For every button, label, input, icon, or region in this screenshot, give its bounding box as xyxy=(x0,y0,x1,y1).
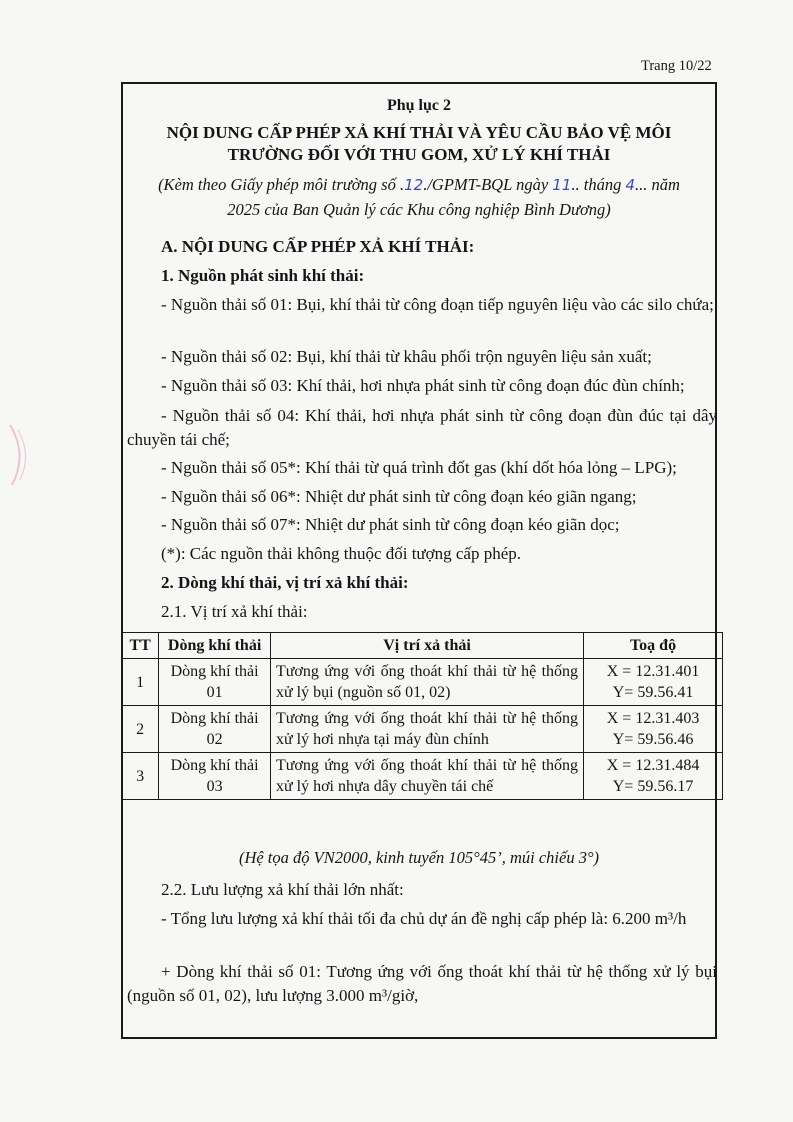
table-row xyxy=(122,659,723,706)
header-location: Vị trí xả thải xyxy=(270,633,583,659)
appendix-subtitle-line2: 2025 của Ban Quản lý các Khu công nghiệp Bình Dương) xyxy=(227,200,611,219)
discharge-location-table xyxy=(121,632,723,800)
appendix-label: Phụ lục 2 xyxy=(386,97,451,114)
source-item-07: - Nguồn thải số 07*: Nhiệt dư phát sinh từ công đoạn kéo giãn dọc; xyxy=(161,515,620,534)
section-2-heading: 2. Dòng khí thải, vị trí xả khí thải: xyxy=(161,573,409,592)
section-1-heading: 1. Nguồn phát sinh khí thải: xyxy=(161,266,365,285)
handwritten-day: 11 xyxy=(552,176,572,194)
section-2-1-heading: 2.1. Vị trí xả khí thải: xyxy=(161,602,308,621)
source-item-06: - Nguồn thải số 06*: Nhiệt dư phát sinh từ công đoạn kéo giãn ngang; xyxy=(161,487,637,506)
source-item-02: - Nguồn thải số 02: Bụi, khí thải từ khâu phối trộn nguyên liệu sản xuất; xyxy=(161,347,652,366)
page-number: Trang 10/22 xyxy=(641,58,712,74)
cell-flow: Dòng khí thải 01 xyxy=(159,659,271,706)
cell-flow: Dòng khí thải 03 xyxy=(159,753,271,800)
source-item-04: - Nguồn thải số 04: Khí thải, hơi nhựa phát sinh từ công đoạn đùn đúc tại dây chuyền tái chế; xyxy=(127,406,717,449)
cell-coordinates: X = 12.31.403 Y= 59.56.46 xyxy=(584,706,723,753)
table-row xyxy=(122,706,723,753)
cell-location: Tương ứng với ống thoát khí thải từ hệ thống xử lý hơi nhựa tại máy đùn chính xyxy=(270,706,583,753)
cell-coordinates: X = 12.31.484 Y= 59.56.17 xyxy=(584,753,723,800)
source-item-01: - Nguồn thải số 01: Bụi, khí thải từ công đoạn tiếp nguyên liệu vào các silo chứa; xyxy=(161,295,714,314)
cell-flow: Dòng khí thải 02 xyxy=(159,706,271,753)
appendix-subtitle-line1: (Kèm theo Giấy phép môi trường số .12./GPMT-BQL ngày 11.. tháng 4... năm xyxy=(158,175,680,194)
total-flow-text: - Tổng lưu lượng xả khí thải tối đa chủ dự án đề nghị cấp phép là: 6.200 m³/h xyxy=(161,909,687,928)
stamp-fragment xyxy=(8,420,38,490)
cell-location: Tương ứng với ống thoát khí thải từ hệ thống xử lý bụi (nguồn số 01, 02) xyxy=(270,659,583,706)
cell-tt: 3 xyxy=(122,753,159,800)
section-2-2-heading: 2.2. Lưu lượng xả khí thải lớn nhất: xyxy=(161,880,404,899)
header-flow: Dòng khí thải xyxy=(159,633,271,659)
cell-tt: 2 xyxy=(122,706,159,753)
table-header-row xyxy=(122,633,723,659)
appendix-title-line1: NỘI DUNG CẤP PHÉP XẢ KHÍ THẢI VÀ YÊU CẦU BẢO VỆ MÔI xyxy=(166,123,672,142)
flow-01-text: + Dòng khí thải số 01: Tương ứng với ống thoát khí thải từ hệ thống xử lý bụi (nguồn số 01, 02), lưu lượng 3.000 m³/giờ, xyxy=(127,962,717,1005)
source-item-05: - Nguồn thải số 05*: Khí thải từ quá trình đốt gas (khí dốt hóa lỏng – LPG); xyxy=(161,458,677,477)
section-a-heading: A. NỘI DUNG CẤP PHÉP XẢ KHÍ THẢI: xyxy=(161,237,475,256)
header-tt: TT xyxy=(122,633,159,659)
appendix-title-line2: TRƯỜNG ĐỐI VỚI THU GOM, XỬ LÝ KHÍ THẢI xyxy=(227,145,611,164)
cell-tt: 1 xyxy=(122,659,159,706)
table-row xyxy=(122,753,723,800)
handwritten-month: 4 xyxy=(625,176,636,194)
coordinate-system-note: (Hệ tọa độ VN2000, kinh tuyến 105°45’, múi chiếu 3°) xyxy=(238,848,600,867)
header-coordinates: Toạ độ xyxy=(584,633,723,659)
cell-coordinates: X = 12.31.401 Y= 59.56.41 xyxy=(584,659,723,706)
non-licensed-note: (*): Các nguồn thải không thuộc đối tượng cấp phép. xyxy=(161,544,522,563)
cell-location: Tương ứng với ống thoát khí thải từ hệ thống xử lý hơi nhựa dây chuyền tái chế xyxy=(270,753,583,800)
handwritten-permit-number: 12 xyxy=(404,176,424,194)
source-item-03: - Nguồn thải số 03: Khí thải, hơi nhựa phát sinh từ công đoạn đúc đùn chính; xyxy=(161,376,685,395)
